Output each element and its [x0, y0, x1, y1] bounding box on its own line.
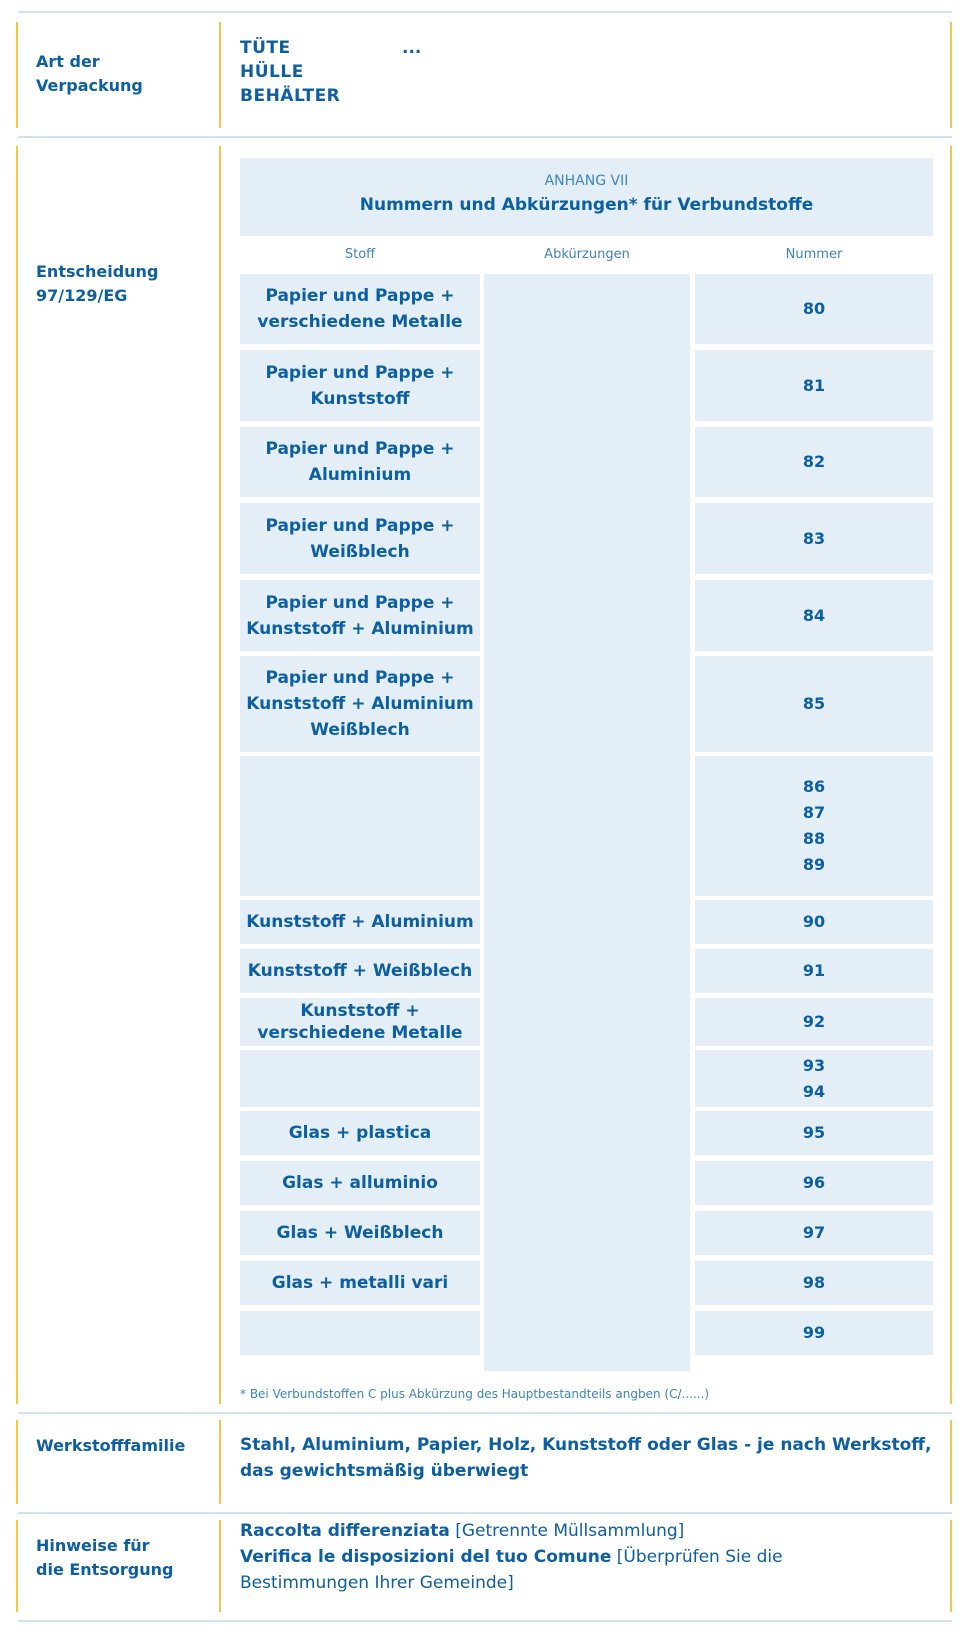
- stoff-cell: [240, 756, 480, 896]
- left-border-2: [16, 146, 18, 1404]
- separator-2: [18, 1412, 952, 1414]
- column-header-stoff: Stoff: [344, 247, 376, 262]
- left-border-4: [16, 1520, 18, 1612]
- packaging-ellipsis: ...: [402, 38, 422, 58]
- number-cell: [695, 1161, 933, 1205]
- number-cell: [695, 1261, 933, 1305]
- stoff-cell: [240, 1311, 480, 1355]
- stoff-line: Weißblech: [310, 541, 410, 562]
- right-border-1: [950, 22, 952, 128]
- packaging-types: [240, 36, 340, 108]
- packaging-type: TÜTE: [240, 38, 291, 58]
- stoff-cell: [240, 1211, 480, 1255]
- stoff-line: Kunststoff +: [300, 1001, 420, 1021]
- stoff-cell: [240, 1261, 480, 1305]
- annex-subtitle: ANHANG VII: [544, 173, 629, 189]
- number-value: 87: [802, 803, 826, 822]
- divider-4: [219, 1520, 221, 1612]
- number-cell: [695, 503, 933, 574]
- stoff-cell: [240, 503, 480, 574]
- number-cell: [695, 1211, 933, 1255]
- right-border-2: [950, 146, 952, 1404]
- number-cell: [695, 1050, 933, 1107]
- right-border-3: [950, 1420, 952, 1504]
- separator-1: [18, 136, 952, 138]
- material-family-label: Werkstofffamilie: [36, 1436, 186, 1455]
- disposal-line1-bold: Raccolta differenziata: [240, 1521, 450, 1541]
- number-cell: [695, 350, 933, 421]
- number-value: 80: [802, 299, 826, 318]
- divider-1: [219, 22, 221, 128]
- packaging-label: Art der Verpackung: [36, 52, 143, 95]
- number-cell: [695, 756, 933, 896]
- column-header-abbreviations: Abkürzungen: [544, 247, 630, 262]
- stoff-cell: [240, 900, 480, 944]
- stoff-line: verschiedene Metalle: [257, 1023, 463, 1043]
- left-border-3: [16, 1420, 18, 1504]
- stoff-line: Kunststoff + Weißblech: [247, 961, 473, 981]
- number-cell: [695, 580, 933, 651]
- disposal-line3-normal: Bestimmungen Ihrer Gemeinde]: [240, 1573, 514, 1593]
- stoff-cell: [240, 350, 480, 421]
- stoff-line: Papier und Pappe +: [265, 439, 455, 459]
- stoff-line: Kunststoff: [310, 388, 410, 409]
- abbreviation-column: [484, 274, 690, 1371]
- number-cell: [695, 656, 933, 752]
- annex-header: [240, 158, 933, 236]
- stoff-line: Papier und Pappe +: [265, 515, 455, 536]
- number-value: 94: [802, 1081, 826, 1101]
- disposal-text: [240, 1518, 783, 1596]
- stoff-cell: [240, 580, 480, 651]
- number-value: 99: [802, 1323, 826, 1342]
- stoff-cell: [240, 1111, 480, 1155]
- disposal-line2-bold: Verifica le disposizioni del tuo Comune: [240, 1547, 612, 1567]
- annex-footnote: * Bei Verbundstoffen C plus Abkürzung des Hauptbestandteils angben (C/......): [240, 1387, 710, 1401]
- number-value: 97: [802, 1223, 826, 1242]
- number-value: 81: [802, 375, 826, 395]
- number-value: 90: [802, 912, 826, 931]
- stoff-line: Papier und Pappe +: [265, 286, 455, 306]
- number-cell: [695, 1311, 933, 1355]
- annex-title: Nummern und Abkürzungen* für Verbundstoffe: [359, 195, 814, 215]
- stoff-cell: [240, 656, 480, 752]
- right-border-4: [950, 1520, 952, 1612]
- number-value: 83: [802, 528, 826, 548]
- stoff-line: Glas + alluminio: [282, 1173, 438, 1193]
- number-value: 84: [802, 605, 826, 625]
- disposal-line2-normal: [Überprüfen Sie die: [611, 1547, 783, 1567]
- number-value: 91: [802, 961, 826, 980]
- number-cell: [695, 1111, 933, 1155]
- number-value: 85: [802, 694, 826, 713]
- stoff-line: Kunststoff + Aluminium: [246, 618, 474, 639]
- column-header-number: Nummer: [785, 247, 843, 262]
- stoff-line: Aluminium: [308, 465, 412, 485]
- number-value: 82: [802, 452, 826, 471]
- stoff-cell: [240, 1050, 480, 1107]
- number-value: 86: [802, 777, 826, 796]
- number-value: 95: [802, 1123, 826, 1142]
- bottom-border: [18, 1620, 952, 1622]
- stoff-line: Glas + plastica: [288, 1123, 432, 1143]
- number-value: 98: [802, 1273, 826, 1292]
- stoff-line: verschiedene Metalle: [257, 312, 463, 332]
- stoff-cell: [240, 274, 480, 344]
- number-value: 92: [802, 1012, 826, 1031]
- left-border-1: [16, 22, 18, 128]
- separator-3: [18, 1512, 952, 1514]
- number-value: 89: [802, 855, 826, 874]
- stoff-line: Glas + Weißblech: [276, 1223, 444, 1243]
- number-value: 88: [802, 829, 826, 848]
- stoff-cell: [240, 949, 480, 993]
- stoff-line: Kunststoff + Aluminium: [246, 694, 474, 714]
- number-cell: [695, 427, 933, 497]
- stoff-cell: [240, 998, 480, 1046]
- stoff-line: Papier und Pappe +: [265, 668, 455, 688]
- stoff-line: Weißblech: [310, 720, 410, 740]
- disposal-label: Hinweise für die Entsorgung: [36, 1536, 174, 1579]
- divider-3: [219, 1420, 221, 1504]
- packaging-type: BEHÄLTER: [240, 86, 341, 106]
- disposal-line1-normal: [Getrennte Müllsammlung]: [449, 1521, 685, 1541]
- number-cell: [695, 274, 933, 344]
- top-border: [18, 11, 952, 13]
- packaging-type: HÜLLE: [240, 62, 304, 82]
- number-cell: [695, 998, 933, 1046]
- number-value: 96: [802, 1173, 826, 1192]
- stoff-line: Papier und Pappe +: [265, 362, 455, 383]
- stoff-line: Kunststoff + Aluminium: [246, 912, 474, 932]
- divider-2: [219, 146, 221, 1404]
- stoff-line: Papier und Pappe +: [265, 592, 455, 613]
- stoff-cell: [240, 427, 480, 497]
- stoff-line: Glas + metalli vari: [271, 1273, 449, 1293]
- decision-label: Entscheidung 97/129/EG: [36, 262, 159, 305]
- material-family-text: Stahl, Aluminium, Papier, Holz, Kunststoff oder Glas - je nach Werkstoff, das gewichtsmäßig überwiegt: [240, 1435, 932, 1481]
- number-value: 93: [802, 1055, 826, 1075]
- number-cell: [695, 949, 933, 993]
- stoff-cell: [240, 1161, 480, 1205]
- number-cell: [695, 900, 933, 944]
